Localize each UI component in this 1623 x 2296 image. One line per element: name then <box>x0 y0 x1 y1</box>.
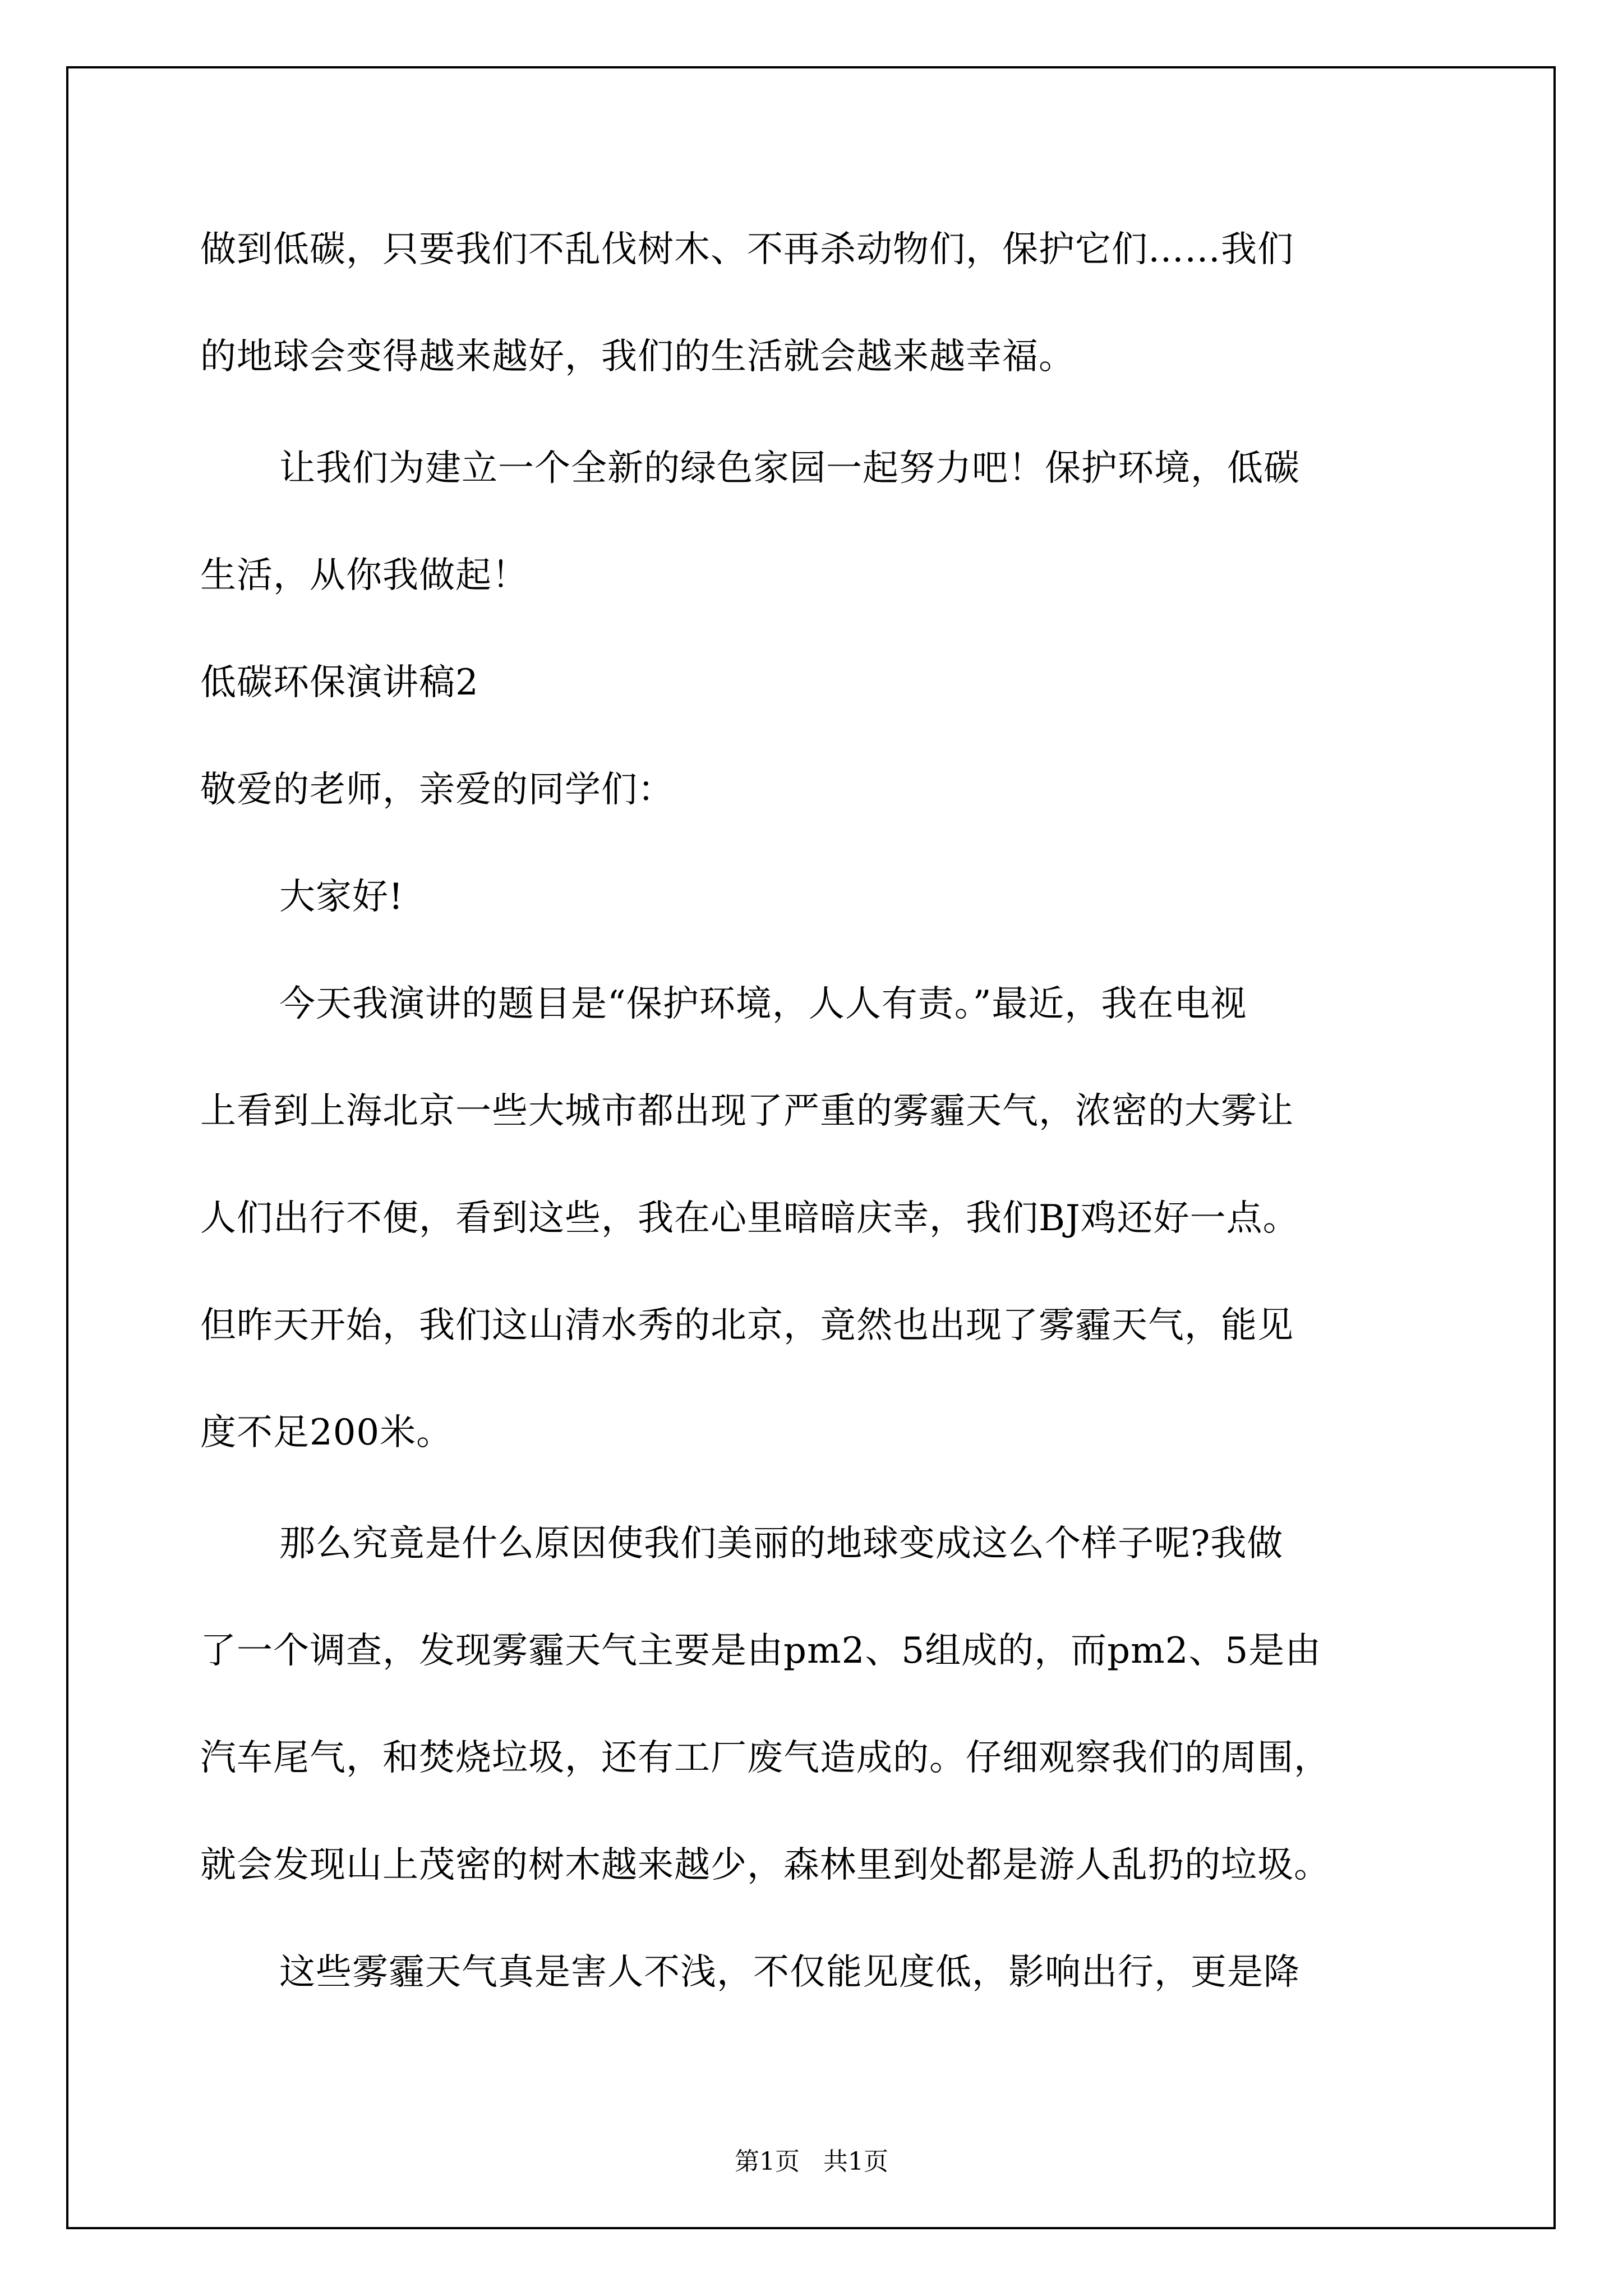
body-text-line: 这些雾霾天气真是害人不浅，不仅能见度低，影响出行，更是降 <box>279 1952 1300 1993</box>
body-text-line: 汽车尾气，和焚烧垃圾，还有工厂废气造成的。仔细观察我们的周围， <box>200 1737 1330 1779</box>
section-heading: 低碳环保演讲稿2 <box>200 662 479 703</box>
salutation: 敬爱的老师，亲爱的同学们： <box>200 769 674 811</box>
body-text-line: 今天我演讲的题目是“保护环境，人人有责。”最近，我在电视 <box>279 983 1247 1025</box>
page-border <box>66 66 1556 2229</box>
body-text-line: 但昨天开始，我们这山清水秀的北京，竟然也出现了雾霾天气，能见 <box>200 1305 1294 1346</box>
body-text-line: 那么究竟是什么原因使我们美丽的地球变成这么个样子呢?我做 <box>279 1523 1284 1565</box>
body-text-line: 生活，从你我做起！ <box>200 555 528 596</box>
greeting: 大家好! <box>279 876 404 918</box>
body-text-line: 让我们为建立一个全新的绿色家园一起努力吧！保护环境，低碳 <box>279 448 1300 489</box>
page-number-footer: 第1页 共1页 <box>735 2147 888 2176</box>
body-text-line: 做到低碳，只要我们不乱伐树木、不再杀动物们，保护它们……我们 <box>200 229 1294 270</box>
body-text-line: 人们出行不便，看到这些，我在心里暗暗庆幸，我们BJ鸡还好一点。 <box>200 1198 1299 1239</box>
body-text-line: 度不足200米。 <box>200 1412 453 1453</box>
body-text-line: 上看到上海北京一些大城市都出现了严重的雾霾天气，浓密的大雾让 <box>200 1091 1294 1132</box>
body-text-line: 的地球会变得越来越好，我们的生活就会越来越幸福。 <box>200 336 1075 378</box>
body-text-line: 了一个调查，发现雾霾天气主要是由pm2、5组成的，而pm2、5是由 <box>200 1630 1322 1672</box>
body-text-line: 就会发现山上茂密的树木越来越少，森林里到处都是游人乱扔的垃圾。 <box>200 1844 1330 1886</box>
